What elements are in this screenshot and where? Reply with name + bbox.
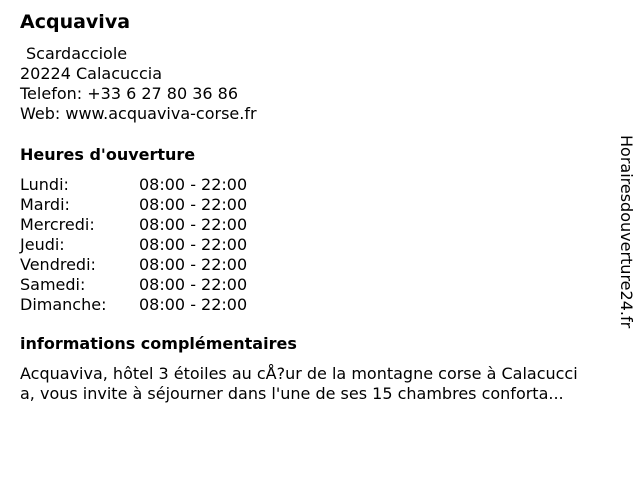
time-range: 08:00 - 22:00 [139, 215, 248, 234]
city-line: 20224 Calacuccia [20, 64, 162, 83]
business-name: Acquaviva [20, 11, 131, 33]
time-range: 08:00 - 22:00 [139, 275, 248, 294]
day-label: Dimanche: [20, 295, 107, 314]
time-range: 08:00 - 22:00 [139, 195, 248, 214]
time-range: 08:00 - 22:00 [139, 175, 248, 194]
time-range: 08:00 - 22:00 [139, 295, 248, 314]
day-label: Samedi: [20, 275, 86, 294]
additional-info-heading: informations complémentaires [20, 334, 297, 353]
day-label: Jeudi: [20, 235, 65, 254]
hours-row-wednesday [20, 215, 280, 235]
opening-hours-heading: Heures d'ouverture [20, 145, 196, 164]
hours-row-sunday [20, 295, 280, 315]
phone-line: Telefon: +33 6 27 80 36 86 [20, 84, 239, 103]
address-block [20, 44, 257, 124]
additional-info-text [20, 364, 620, 404]
time-range: 08:00 - 22:00 [139, 235, 248, 254]
day-label: Lundi: [20, 175, 69, 194]
hours-row-thursday [20, 235, 280, 255]
info-line: Acquaviva, hôtel 3 étoiles au cÅ?ur de la montagne corse à Calacucci [20, 364, 578, 383]
web-line: Web: www.acquaviva-corse.fr [20, 104, 257, 123]
hours-row-tuesday [20, 195, 280, 215]
day-label: Mardi: [20, 195, 70, 214]
day-label: Vendredi: [20, 255, 96, 274]
site-watermark: Horairesdouverture24.fr [617, 135, 636, 329]
hours-row-saturday [20, 275, 280, 295]
hours-row-friday [20, 255, 280, 275]
time-range: 08:00 - 22:00 [139, 255, 248, 274]
day-label: Mercredi: [20, 215, 95, 234]
street-address: Scardacciole [26, 44, 128, 63]
opening-hours-list [20, 175, 280, 315]
hours-row-monday [20, 175, 280, 195]
info-line: a, vous invite à séjourner dans l'une de ses 15 chambres conforta... [20, 384, 564, 403]
